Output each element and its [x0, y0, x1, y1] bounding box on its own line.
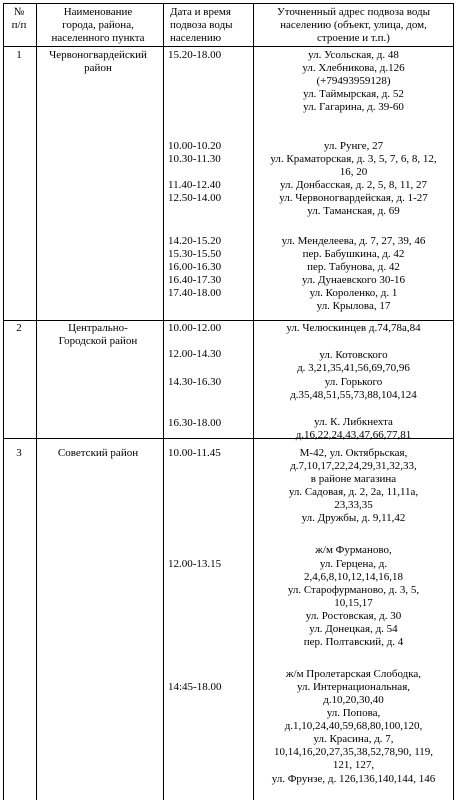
delivery-address: д. 3,21,35,41,56,69,70,96	[297, 362, 410, 374]
delivery-address: пер. Табунова, д. 42	[307, 261, 400, 273]
delivery-address: ул. Дунаевского 30-16	[301, 274, 406, 286]
delivery-time: 10.00-12.00	[168, 322, 222, 334]
delivery-address: 23,33,35	[334, 499, 373, 511]
column-divider	[163, 3, 164, 800]
delivery-address: ж/м Фурманово,	[315, 544, 392, 556]
delivery-time: 16.00-16.30	[168, 261, 222, 273]
delivery-address: ул. Таймырская, д. 52	[303, 88, 404, 100]
delivery-address: ул. Ростовская, д. 30	[305, 610, 402, 622]
header-num: п/п	[11, 19, 27, 31]
header-time: подвоза воды	[170, 19, 233, 31]
delivery-address: ул. Таманская, д. 69	[307, 205, 400, 217]
district-name: район	[84, 62, 112, 74]
header-address: Уточненный адрес подвоза воды	[276, 6, 431, 18]
row-divider	[3, 320, 454, 321]
delivery-time: 10.30-11.30	[168, 153, 221, 165]
district-name: Советский район	[57, 447, 139, 459]
header-name: Наименование	[63, 6, 133, 18]
delivery-address: ул. Красина, д. 7,	[313, 733, 394, 745]
delivery-time: 17.40-18.00	[168, 287, 222, 299]
delivery-address: ул. Краматорская, д. 3, 5, 7, 6, 8, 12,	[270, 153, 437, 165]
delivery-address: д.35,48,51,55,73,88,104,124	[290, 389, 417, 401]
delivery-address: ул. Попова,	[326, 707, 381, 719]
delivery-time: 12.00-14.30	[168, 348, 222, 360]
delivery-address: ул. Донбасская, д. 2, 5, 8, 11, 27	[280, 179, 427, 191]
delivery-address: 121, 127,	[332, 759, 375, 771]
header-name: города, района,	[62, 19, 134, 31]
delivery-address: д.1,10,24,40,59,68,80,100,120,	[284, 720, 423, 732]
header-address: строение и т.п.)	[317, 32, 390, 44]
delivery-time: 15.30-15.50	[168, 248, 222, 260]
header-time: Дата и время	[170, 6, 231, 18]
delivery-address: в районе магазина	[310, 473, 397, 485]
delivery-address: (+79493959128)	[316, 75, 391, 87]
delivery-address: ул. Герцена, д.	[319, 558, 388, 570]
delivery-address: ул. Дружбы, д. 9,11,42	[301, 512, 406, 524]
header-address: населению (объект, улица, дом,	[280, 19, 427, 31]
delivery-address: ул. Горького	[324, 376, 383, 388]
delivery-address: д.7,10,17,22,24,29,31,32,33,	[290, 460, 417, 472]
table-border-top	[3, 3, 454, 4]
delivery-address: ул. Гагарина, д. 39-60	[303, 101, 404, 113]
delivery-address: 16, 20	[339, 166, 368, 178]
delivery-address: ул. Короленко, д. 1	[309, 287, 398, 299]
district-name: Центрально-	[68, 322, 128, 334]
delivery-time: 12.00-13.15	[168, 558, 222, 570]
delivery-address: ул. Менделеева, д. 7, 27, 39, 46	[281, 235, 426, 247]
row-number: 1	[16, 49, 22, 61]
delivery-address: ул. Крылова, 17	[316, 300, 391, 312]
delivery-time: 16.30-18.00	[168, 417, 222, 429]
delivery-address: 2,4,6,8,10,12,14,16,18	[304, 571, 403, 583]
delivery-address: д.16,22,24,43,47,66,77,81	[295, 429, 412, 441]
district-name: Городской район	[58, 335, 138, 347]
delivery-address: 10,15,17	[334, 597, 373, 609]
delivery-time: 14.30-16.30	[168, 376, 222, 388]
header-num: №	[13, 6, 25, 18]
delivery-address: 10,14,16,20,27,35,38,52,78,90, 119,	[273, 746, 434, 758]
delivery-address: ул. Донецкая, д. 54	[309, 623, 398, 635]
delivery-address: ул. Фрунзе, д. 126,136,140,144, 146	[271, 773, 436, 785]
delivery-time: 12.50-14.00	[168, 192, 222, 204]
column-divider	[36, 3, 37, 800]
header-time: населению	[170, 32, 222, 44]
delivery-address: пер. Полтавский, д. 4	[303, 636, 404, 648]
delivery-address: ул. Рунге, 27	[323, 140, 384, 152]
delivery-address: ул. Хлебникова, д.126	[302, 62, 405, 74]
delivery-address: М-42, ул. Октябрьская,	[299, 447, 408, 459]
delivery-address: ул. Старофурманово, д. 3, 5,	[287, 584, 420, 596]
table-border-left	[3, 3, 4, 800]
water-delivery-table	[3, 3, 454, 800]
district-name: Червоногвардейский	[49, 49, 147, 61]
delivery-time: 14.20-15.20	[168, 235, 222, 247]
delivery-time: 10.00-11.45	[168, 447, 221, 459]
delivery-address: ул. Усольская, д. 48	[308, 49, 399, 61]
delivery-address: ул. Интернациональная,	[296, 681, 411, 693]
delivery-address: ул. Червоногвардейская, д. 1-27	[279, 192, 428, 204]
row-number: 3	[16, 447, 22, 459]
delivery-address: д.10,20,30,40	[323, 694, 384, 706]
delivery-address: ул. К. Либкнехта	[314, 416, 393, 428]
delivery-address: ул. Садовая, д. 2, 2а, 11,11а,	[288, 486, 419, 498]
delivery-address: пер. Бабушкина, д. 42	[302, 248, 405, 260]
header-name: населенного пункта	[51, 32, 145, 44]
delivery-time: 14:45-18.00	[168, 681, 222, 693]
delivery-address: ж/м Пролетарская Слободка,	[285, 668, 422, 680]
delivery-time: 10.00-10.20	[168, 140, 222, 152]
delivery-time: 15.20-18.00	[168, 49, 222, 61]
row-number: 2	[16, 322, 22, 334]
delivery-time: 11.40-12.40	[168, 179, 221, 191]
delivery-time: 16.40-17.30	[168, 274, 222, 286]
delivery-address: ул. Котовского	[319, 349, 388, 361]
delivery-address: ул. Челюскинцев д.74,78а,84	[286, 322, 421, 334]
row-divider	[3, 46, 454, 47]
